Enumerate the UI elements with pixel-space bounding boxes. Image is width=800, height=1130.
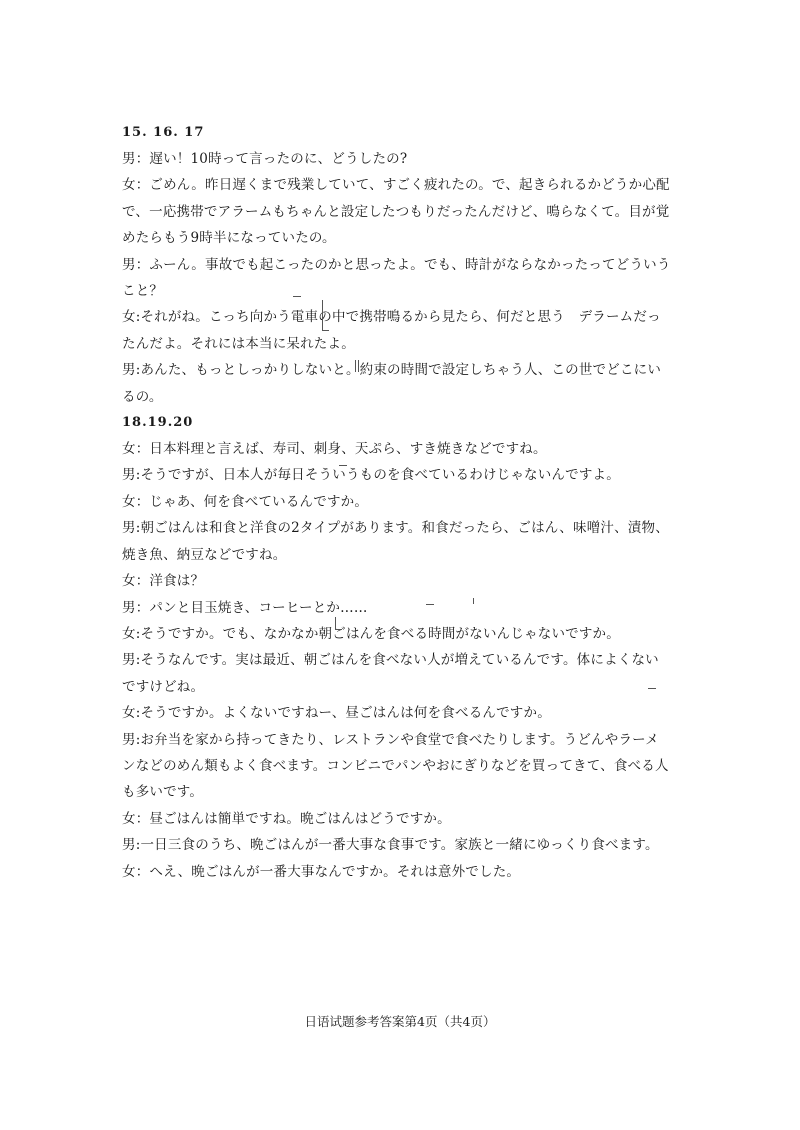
dialogue-line: るの。 [122,388,163,405]
dialogue-line: 男:お弁当を家から持ってきたり、レストランや食堂で食べたりします。うどんやラーメ [122,731,659,748]
dialogue-line: 焼き魚、納豆などですね。 [122,546,287,563]
dialogue-line: 女：日本料理と言えば、寿司、刺身、天ぷら、すき焼きなどですね。 [122,441,547,458]
section-heading: 15. 16. 17 [122,125,205,140]
dialogue-line: 女:それがね。こっち向かう電車の中で携帯鳴るから見たら、何だと思う デラームだっ [122,309,661,326]
dialogue-line: 女：じゃあ、何を食べているんですか。 [122,493,369,510]
dialogue-line: 男：遅い！10時って言ったのに、どうしたの? [122,151,408,167]
section-18-20 [122,410,670,885]
dialogue-line: 男：ふーん。事故でも起こったのかと思ったよ。でも、時計がならなかったってどういう [122,256,671,273]
dialogue-line: 男:朝ごはんは和食と洋食の2タイプがあります。和食だったら、ごはん、味噌汁、漬物、 [122,520,669,537]
dialogue-line: たんだよ。それには本当に呆れたよ。 [122,335,355,352]
dialogue-line: 男:あんた、もっとしっかりしないと。約束の時間で設定しちゃう人、この世でどこにい [122,362,662,379]
dialogue-line: 女：ごめん。昨日遅くまで残業していて、すごく疲れたの。で、起きられるかどうか心配 [122,177,670,194]
dialogue-line: 女：昼ごはんは簡単ですね。晩ごはんはどうですか。 [122,810,451,827]
dialogue-line: で、一応携帯でアラームもちゃんと設定したつもりだったんだけど、鳴らなくて。目が覚 [122,203,670,220]
dialogue-line: 男:そうですが、日本人が毎日そういうものを食べているわけじゃないんですよ。 [122,467,620,484]
dialogue-line: 女:そうですか。でも、なかなか朝ごはんを食べる時間がないんじゃないですか。 [122,625,620,642]
page-footer: 日语试题参考答案第4页（共4页） [304,1014,496,1029]
dialogue-line: こと？ [122,283,164,300]
dialogue-line: 男:そうなんです。実は最近、朝ごはんを食べない人が増えているんです。体によくない [122,652,659,669]
dialogue-line: も多いです。 [122,784,204,801]
section-15-17 [122,120,670,410]
dialogue-line: 女：へえ、晩ごはんが一番大事なんですか。それは意外でした。 [122,863,521,880]
dialogue-line: 男：パンと目玉焼き、コーヒーとか…… [122,599,368,616]
dialogue-line: 男:一日三食のうち、晩ごはんが一番大事な食事です。家族と一緒にゆっくり食べます。 [122,837,659,854]
dialogue-line: ンなどのめん類もよく食べます。コンビニでパンやおにぎりなどを買ってきて、食べる人 [122,757,669,774]
dialogue-line: 女:そうですか。よくないですねー、昼ごはんは何を食べるんですか。 [122,705,551,722]
dialogue-line: 女：洋食は？ [122,573,205,590]
transcript-body [122,120,670,885]
section-heading: 18.19.20 [122,415,194,431]
dialogue-line: めたらもう9時半になっていたの。 [122,230,336,247]
dialogue-line: ですけどね。 [122,678,205,695]
